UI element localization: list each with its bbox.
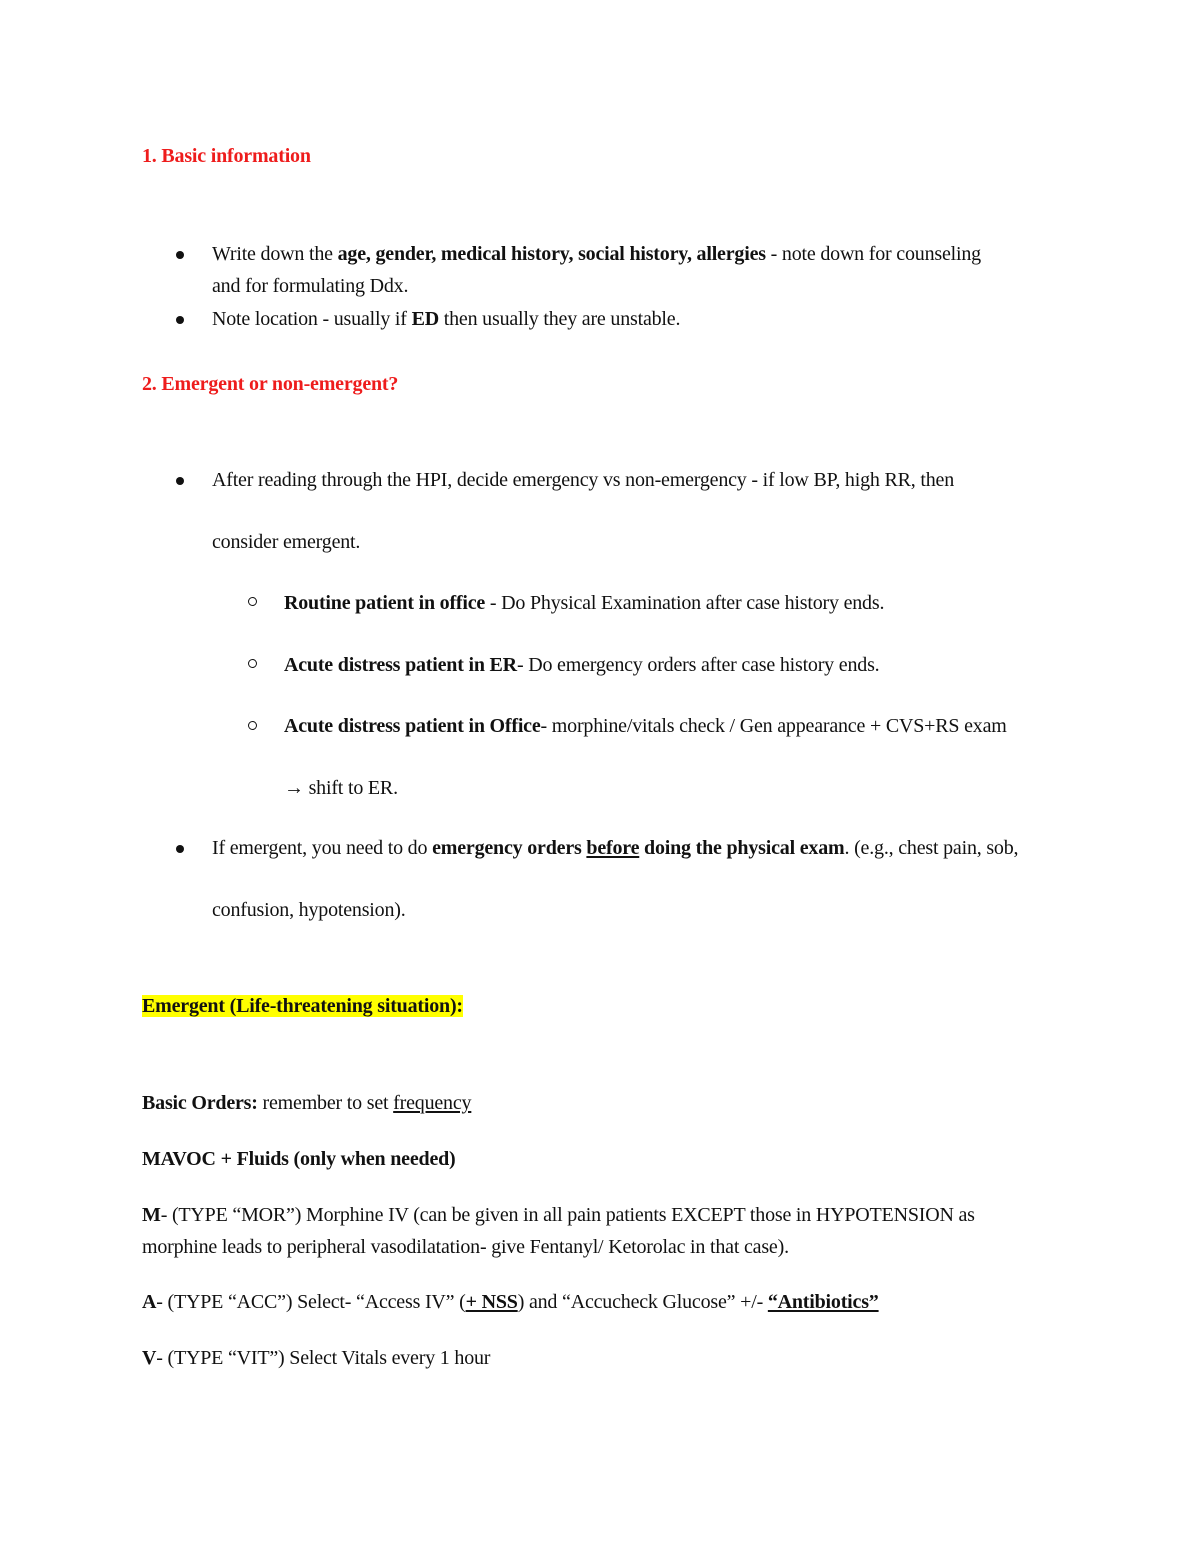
bullet-icon bbox=[176, 316, 184, 324]
emergent-bullet-2-line-1: If emergent, you need to do emergency orders before doing the physical exam. (e.g., chest pain, sob, bbox=[212, 837, 1019, 859]
basic-orders-line: Basic Orders: remember to set frequency bbox=[142, 1092, 472, 1114]
section-2-heading: 2. Emergent or non-emergent? bbox=[142, 373, 399, 395]
section-1-heading: 1. Basic information bbox=[142, 145, 311, 167]
sub-item-acute-office-line-2: → shift to ER. bbox=[284, 777, 398, 799]
v-vitals-line: V- (TYPE “VIT”) Select Vitals every 1 hour bbox=[142, 1347, 491, 1369]
emergent-bullet-1-line-2: consider emergent. bbox=[212, 531, 361, 553]
sub-item-routine-office: Routine patient in office - Do Physical Examination after case history ends. bbox=[284, 592, 885, 614]
emergent-title: Emergent (Life-threatening situation): bbox=[142, 995, 463, 1017]
basic-info-bullet-1-line-1: Write down the age, gender, medical history, social history, allergies - note down for counseling bbox=[212, 243, 981, 265]
bullet-icon bbox=[176, 845, 184, 853]
a-access-line: A- (TYPE “ACC”) Select- “Access IV” (+ NSS) and “Accucheck Glucose” +/- “Antibiotics” bbox=[142, 1291, 879, 1313]
circle-bullet-icon bbox=[248, 721, 257, 730]
emergent-bullet-2-line-2: confusion, hypotension). bbox=[212, 899, 406, 921]
sub-item-acute-er: Acute distress patient in ER- Do emergency orders after case history ends. bbox=[284, 654, 880, 676]
emergent-bullet-1-line-1: After reading through the HPI, decide emergency vs non-emergency - if low BP, high RR, then bbox=[212, 469, 954, 491]
sub-item-acute-office: Acute distress patient in Office- morphine/vitals check / Gen appearance + CVS+RS exam bbox=[284, 715, 1007, 737]
circle-bullet-icon bbox=[248, 659, 257, 668]
bullet-icon bbox=[176, 251, 184, 259]
circle-bullet-icon bbox=[248, 597, 257, 606]
bullet-icon bbox=[176, 477, 184, 485]
basic-info-bullet-2: Note location - usually if ED then usually they are unstable. bbox=[212, 308, 681, 330]
m-morphine-line-2: morphine leads to peripheral vasodilatation- give Fentanyl/ Ketorolac in that case). bbox=[142, 1236, 789, 1258]
basic-info-bullet-1-line-2: and for formulating Ddx. bbox=[212, 275, 409, 297]
m-morphine-line-1: M- (TYPE “MOR”) Morphine IV (can be given in all pain patients EXCEPT those in HYPOTENSION as bbox=[142, 1204, 975, 1226]
mavoc-heading: MAVOC + Fluids (only when needed) bbox=[142, 1148, 456, 1170]
